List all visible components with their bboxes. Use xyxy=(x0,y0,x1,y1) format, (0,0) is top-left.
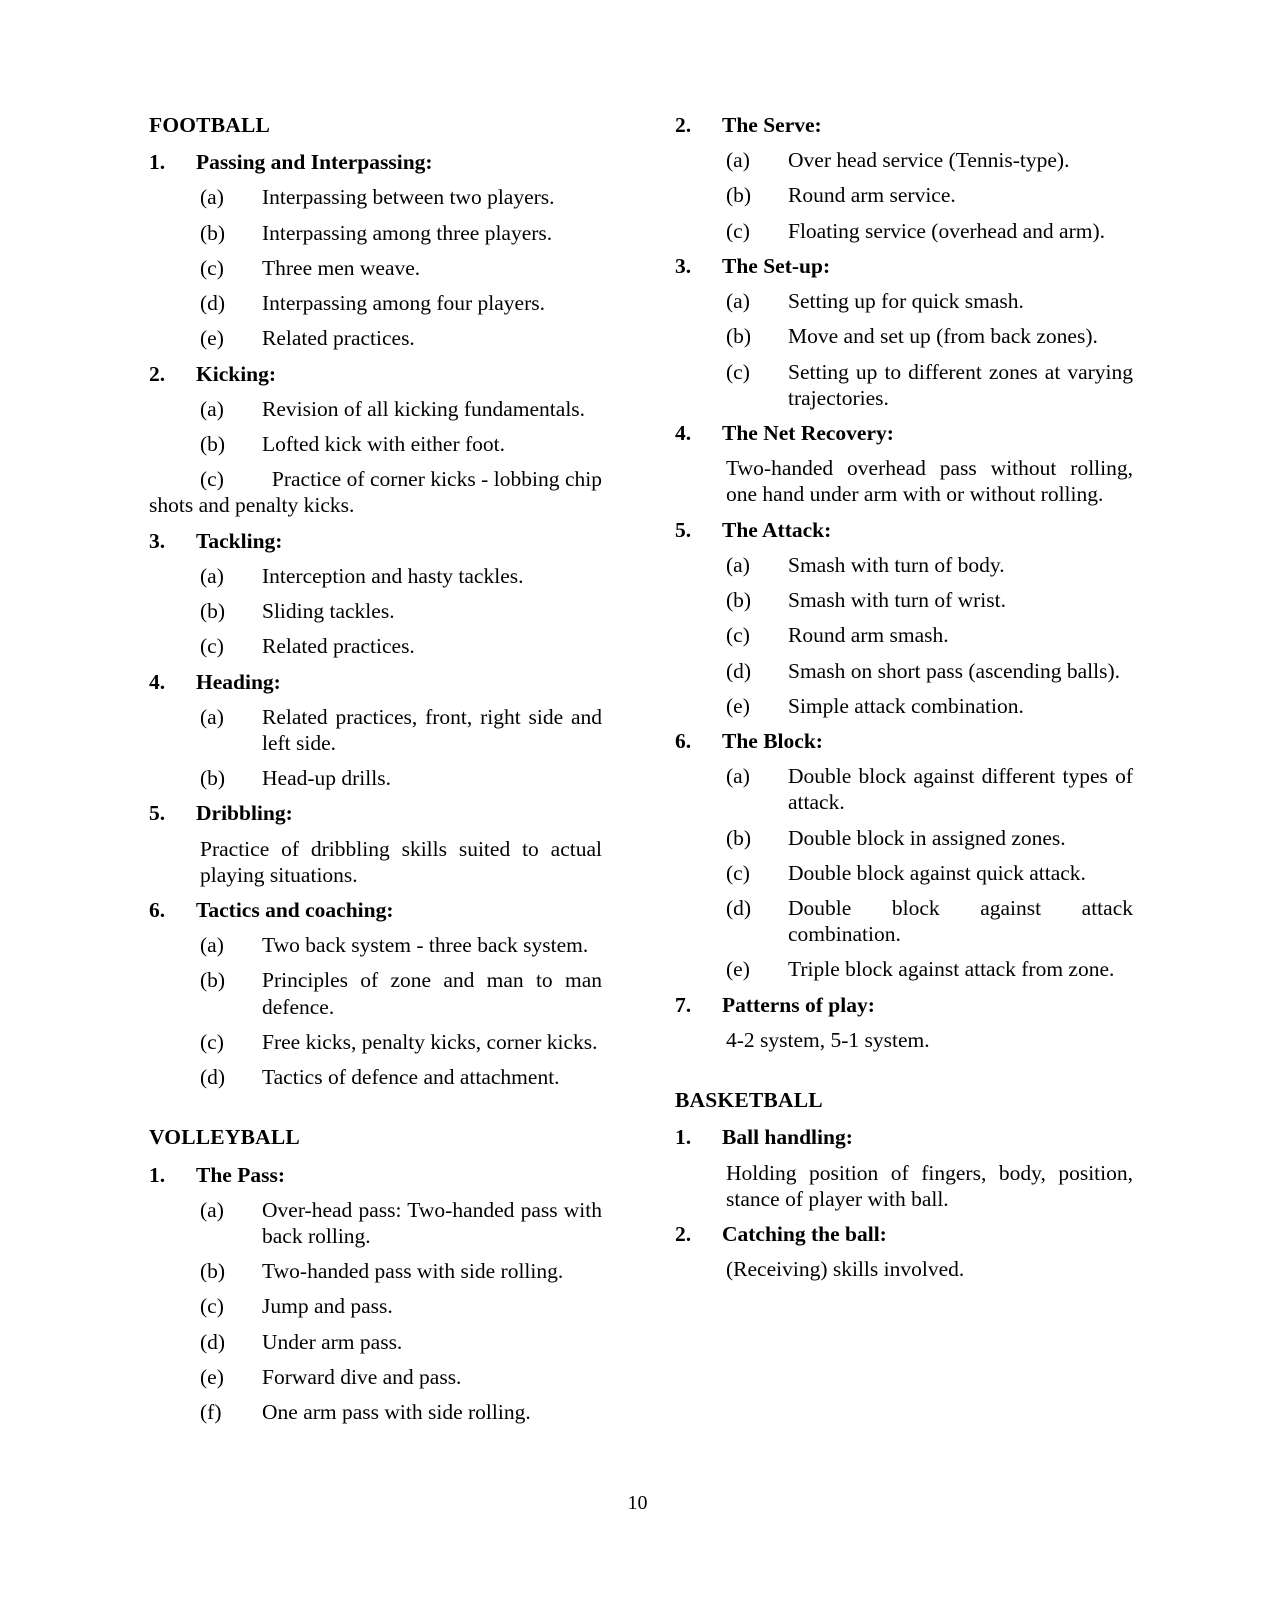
lettered-sub-item xyxy=(675,323,1133,349)
lettered-sub-item xyxy=(675,147,1133,173)
sub-item-letter: (a) xyxy=(200,1197,224,1222)
sub-item-letter: (c) xyxy=(200,1294,224,1319)
sub-item-text: Round arm smash. xyxy=(788,623,949,648)
lettered-sub-item xyxy=(675,622,1133,648)
sub-item-letter: (a) xyxy=(200,563,224,588)
sport-heading: VOLLEYBALL xyxy=(149,1125,300,1150)
sub-item-letter: (a) xyxy=(200,185,224,210)
item-body-paragraph: Practice of dribbling skills suited to actual playing situations. xyxy=(200,836,602,887)
left-column xyxy=(0,112,637,1452)
sub-item-letter: (c) xyxy=(200,467,224,492)
sub-item-text: Free kicks, penalty kicks, corner kicks. xyxy=(262,1029,598,1054)
sub-item-text: Related practices, front, right side and left side. xyxy=(262,704,602,755)
item-title: The Net Recovery: xyxy=(722,420,894,445)
sub-item-text: Round arm service. xyxy=(788,183,956,208)
sub-item-letter: (b) xyxy=(200,599,226,624)
lettered-sub-item xyxy=(149,431,602,457)
sub-item-text: Two back system - three back system. xyxy=(262,933,589,958)
sub-item-text: Interpassing between two players. xyxy=(262,185,555,210)
page-number: 10 xyxy=(627,1492,648,1514)
sub-item-letter: (b) xyxy=(726,324,752,349)
sub-item-text: Double block in assigned zones. xyxy=(788,825,1066,850)
lettered-sub-item xyxy=(149,1029,602,1055)
numbered-item xyxy=(149,361,602,387)
lettered-sub-item xyxy=(675,359,1133,411)
item-number: 4. xyxy=(675,420,692,445)
sub-item-text: Lofted kick with either foot. xyxy=(262,431,505,456)
sub-item-letter: (d) xyxy=(200,1329,226,1354)
lettered-sub-item xyxy=(675,288,1133,314)
sub-item-text: Smash with turn of body. xyxy=(788,552,1005,577)
sub-item-letter: (c) xyxy=(726,623,750,648)
item-body-paragraph: (Receiving) skills involved. xyxy=(726,1257,965,1282)
lettered-sub-item xyxy=(149,1197,602,1249)
sub-item-letter: (e) xyxy=(200,326,224,351)
sub-item-text: Practice of corner kicks - lobbing chip shots and penalty kicks. xyxy=(149,467,602,518)
sub-item-text: Double block against different types of attack. xyxy=(788,764,1133,815)
sub-item-text: Over head service (Tennis-type). xyxy=(788,148,1070,173)
lettered-sub-item xyxy=(675,860,1133,886)
sub-item-letter: (a) xyxy=(200,933,224,958)
sub-item-letter: (b) xyxy=(726,588,752,613)
item-number: 2. xyxy=(149,361,166,386)
lettered-sub-item xyxy=(675,658,1133,684)
item-title: The Block: xyxy=(722,728,823,753)
sub-item-letter: (e) xyxy=(726,957,750,982)
lettered-sub-item xyxy=(149,1258,602,1284)
item-title: Tackling: xyxy=(196,528,283,553)
sub-item-letter: (c) xyxy=(200,255,224,280)
sub-item-letter: (a) xyxy=(200,704,224,729)
lettered-sub-item xyxy=(149,932,602,958)
sub-item-letter: (c) xyxy=(726,860,750,885)
sub-item-text: Under arm pass. xyxy=(262,1329,403,1354)
sub-item-letter: (c) xyxy=(726,359,750,384)
lettered-sub-item xyxy=(149,1364,602,1390)
item-body-paragraph: Two-handed overhead pass without rolling, one hand under arm with or without rolling. xyxy=(726,456,1133,507)
sub-item-text: Head-up drills. xyxy=(262,766,391,791)
sub-item-letter: (d) xyxy=(726,658,752,683)
sub-item-text: Interpassing among four players. xyxy=(262,291,546,316)
numbered-item xyxy=(149,669,602,695)
lettered-sub-item xyxy=(149,290,602,316)
sub-item-text: Double block against attack combination. xyxy=(788,896,1133,947)
numbered-item xyxy=(149,1162,602,1188)
lettered-sub-item xyxy=(675,825,1133,851)
sub-item-letter: (b) xyxy=(726,825,752,850)
sub-item-text: Over-head pass: Two-handed pass with back rolling. xyxy=(262,1197,602,1248)
numbered-item xyxy=(675,1221,1133,1247)
sub-item-letter: (d) xyxy=(200,291,226,316)
sub-item-text: Setting up to different zones at varying trajectories. xyxy=(788,359,1133,410)
item-number: 2. xyxy=(675,1222,692,1246)
sub-item-letter: (d) xyxy=(726,896,752,921)
sub-item-text: Triple block against attack from zone. xyxy=(788,957,1115,982)
sub-item-text: Smash on short pass (ascending balls). xyxy=(788,658,1121,683)
sub-item-text: Interception and hasty tackles. xyxy=(262,563,524,588)
sub-item-letter: (a) xyxy=(726,552,750,577)
lettered-sub-item xyxy=(149,704,602,756)
sub-item-text: Simple attack combination. xyxy=(788,693,1024,718)
item-title: The Serve: xyxy=(722,113,822,137)
sub-item-letter: (b) xyxy=(200,766,226,791)
sport-heading: BASKETBALL xyxy=(675,1088,823,1113)
numbered-item xyxy=(149,149,602,175)
item-body-paragraph: 4-2 system, 5-1 system. xyxy=(726,1027,930,1052)
sub-item-letter: (a) xyxy=(726,148,750,173)
numbered-item xyxy=(675,112,1133,138)
sub-item-letter: (f) xyxy=(200,1400,222,1425)
lettered-sub-item xyxy=(675,895,1133,947)
sub-item-letter: (a) xyxy=(726,764,750,789)
sub-item-text: Jump and pass. xyxy=(262,1294,393,1319)
sub-item-letter: (d) xyxy=(200,1065,226,1090)
item-number: 4. xyxy=(149,669,166,694)
lettered-sub-item xyxy=(675,182,1133,208)
lettered-sub-item xyxy=(675,218,1133,244)
lettered-sub-item xyxy=(149,255,602,281)
sport-heading: FOOTBALL xyxy=(149,113,271,137)
lettered-sub-item xyxy=(149,220,602,246)
item-number: 1. xyxy=(675,1125,692,1150)
numbered-item xyxy=(149,897,602,923)
sub-item-letter: (b) xyxy=(200,431,226,456)
lettered-sub-item xyxy=(149,396,602,422)
sub-item-letter: (b) xyxy=(200,968,226,993)
item-title: Catching the ball: xyxy=(722,1222,887,1246)
sub-item-letter: (e) xyxy=(200,1364,224,1389)
lettered-sub-item xyxy=(149,563,602,589)
sub-item-letter: (c) xyxy=(200,634,224,659)
sub-item-letter: (b) xyxy=(726,183,752,208)
numbered-item xyxy=(675,253,1133,279)
sub-item-text: Related practices. xyxy=(262,634,415,659)
lettered-sub-item xyxy=(675,956,1133,982)
item-number: 3. xyxy=(149,528,166,553)
item-number: 5. xyxy=(675,517,692,542)
sub-item-letter: (e) xyxy=(726,693,750,718)
sub-item-letter: (a) xyxy=(200,396,224,421)
sub-item-text: Two-handed pass with side rolling. xyxy=(262,1259,564,1284)
numbered-item xyxy=(675,517,1133,543)
item-title: Heading: xyxy=(196,669,281,694)
item-title: Kicking: xyxy=(196,361,277,386)
lettered-sub-item xyxy=(149,633,602,659)
item-body-paragraph: Holding position of fingers, body, position, stance of player with ball. xyxy=(726,1160,1133,1211)
item-number: 1. xyxy=(149,1162,166,1187)
item-number: 6. xyxy=(149,898,166,923)
two-column-body xyxy=(0,112,1275,1452)
lettered-sub-item xyxy=(149,1293,602,1319)
sub-item-text: One arm pass with side rolling. xyxy=(262,1400,531,1425)
lettered-sub-item xyxy=(675,552,1133,578)
sub-item-letter: (b) xyxy=(200,220,226,245)
item-number: 5. xyxy=(149,801,166,826)
sub-item-letter: (c) xyxy=(726,218,750,243)
sub-item-text: Sliding tackles. xyxy=(262,599,395,624)
item-title: Passing and Interpassing: xyxy=(196,150,433,175)
numbered-item xyxy=(675,1124,1133,1150)
item-title: The Pass: xyxy=(196,1162,285,1187)
item-number: 6. xyxy=(675,728,692,753)
item-title: Dribbling: xyxy=(196,801,293,826)
sub-item-text: Floating service (overhead and arm). xyxy=(788,218,1105,243)
item-number: 7. xyxy=(675,992,692,1017)
sub-item-text: Tactics of defence and attachment. xyxy=(262,1065,560,1090)
numbered-item xyxy=(149,528,602,554)
item-number: 2. xyxy=(675,113,692,137)
sub-item-text: Revision of all kicking fundamentals. xyxy=(262,396,586,421)
lettered-sub-item xyxy=(675,693,1133,719)
numbered-item xyxy=(675,420,1133,446)
lettered-sub-item xyxy=(149,325,602,351)
lettered-sub-item xyxy=(149,466,602,518)
sub-item-text: Interpassing among three players. xyxy=(262,220,553,245)
item-number: 1. xyxy=(149,150,166,175)
sub-item-text: Double block against quick attack. xyxy=(788,860,1086,885)
sub-item-text: Setting up for quick smash. xyxy=(788,289,1024,314)
sub-item-text: Move and set up (from back zones). xyxy=(788,324,1098,349)
item-title: Patterns of play: xyxy=(722,992,875,1017)
numbered-item xyxy=(675,728,1133,754)
sub-item-letter: (a) xyxy=(726,289,750,314)
lettered-sub-item xyxy=(149,1329,602,1355)
sub-item-text: Related practices. xyxy=(262,326,415,351)
numbered-item xyxy=(675,992,1133,1018)
item-title: The Set-up: xyxy=(722,253,831,278)
sub-item-text: Three men weave. xyxy=(262,255,421,280)
item-title: Tactics and coaching: xyxy=(196,898,394,923)
item-title: Ball handling: xyxy=(722,1125,853,1150)
sub-item-letter: (b) xyxy=(200,1259,226,1284)
sub-item-text: Forward dive and pass. xyxy=(262,1364,462,1389)
lettered-sub-item xyxy=(149,598,602,624)
numbered-item xyxy=(149,800,602,826)
right-column xyxy=(637,112,1275,1452)
lettered-sub-item xyxy=(149,184,602,210)
item-title: The Attack: xyxy=(722,517,832,542)
sub-item-text: Smash with turn of wrist. xyxy=(788,588,1006,613)
lettered-sub-item xyxy=(149,967,602,1019)
sub-item-text: Principles of zone and man to man defence. xyxy=(262,968,602,1019)
lettered-sub-item xyxy=(149,765,602,791)
lettered-sub-item xyxy=(149,1064,602,1090)
lettered-sub-item xyxy=(675,587,1133,613)
item-number: 3. xyxy=(675,253,692,278)
sub-item-letter: (c) xyxy=(200,1029,224,1054)
lettered-sub-item xyxy=(149,1399,602,1425)
lettered-sub-item xyxy=(675,763,1133,815)
